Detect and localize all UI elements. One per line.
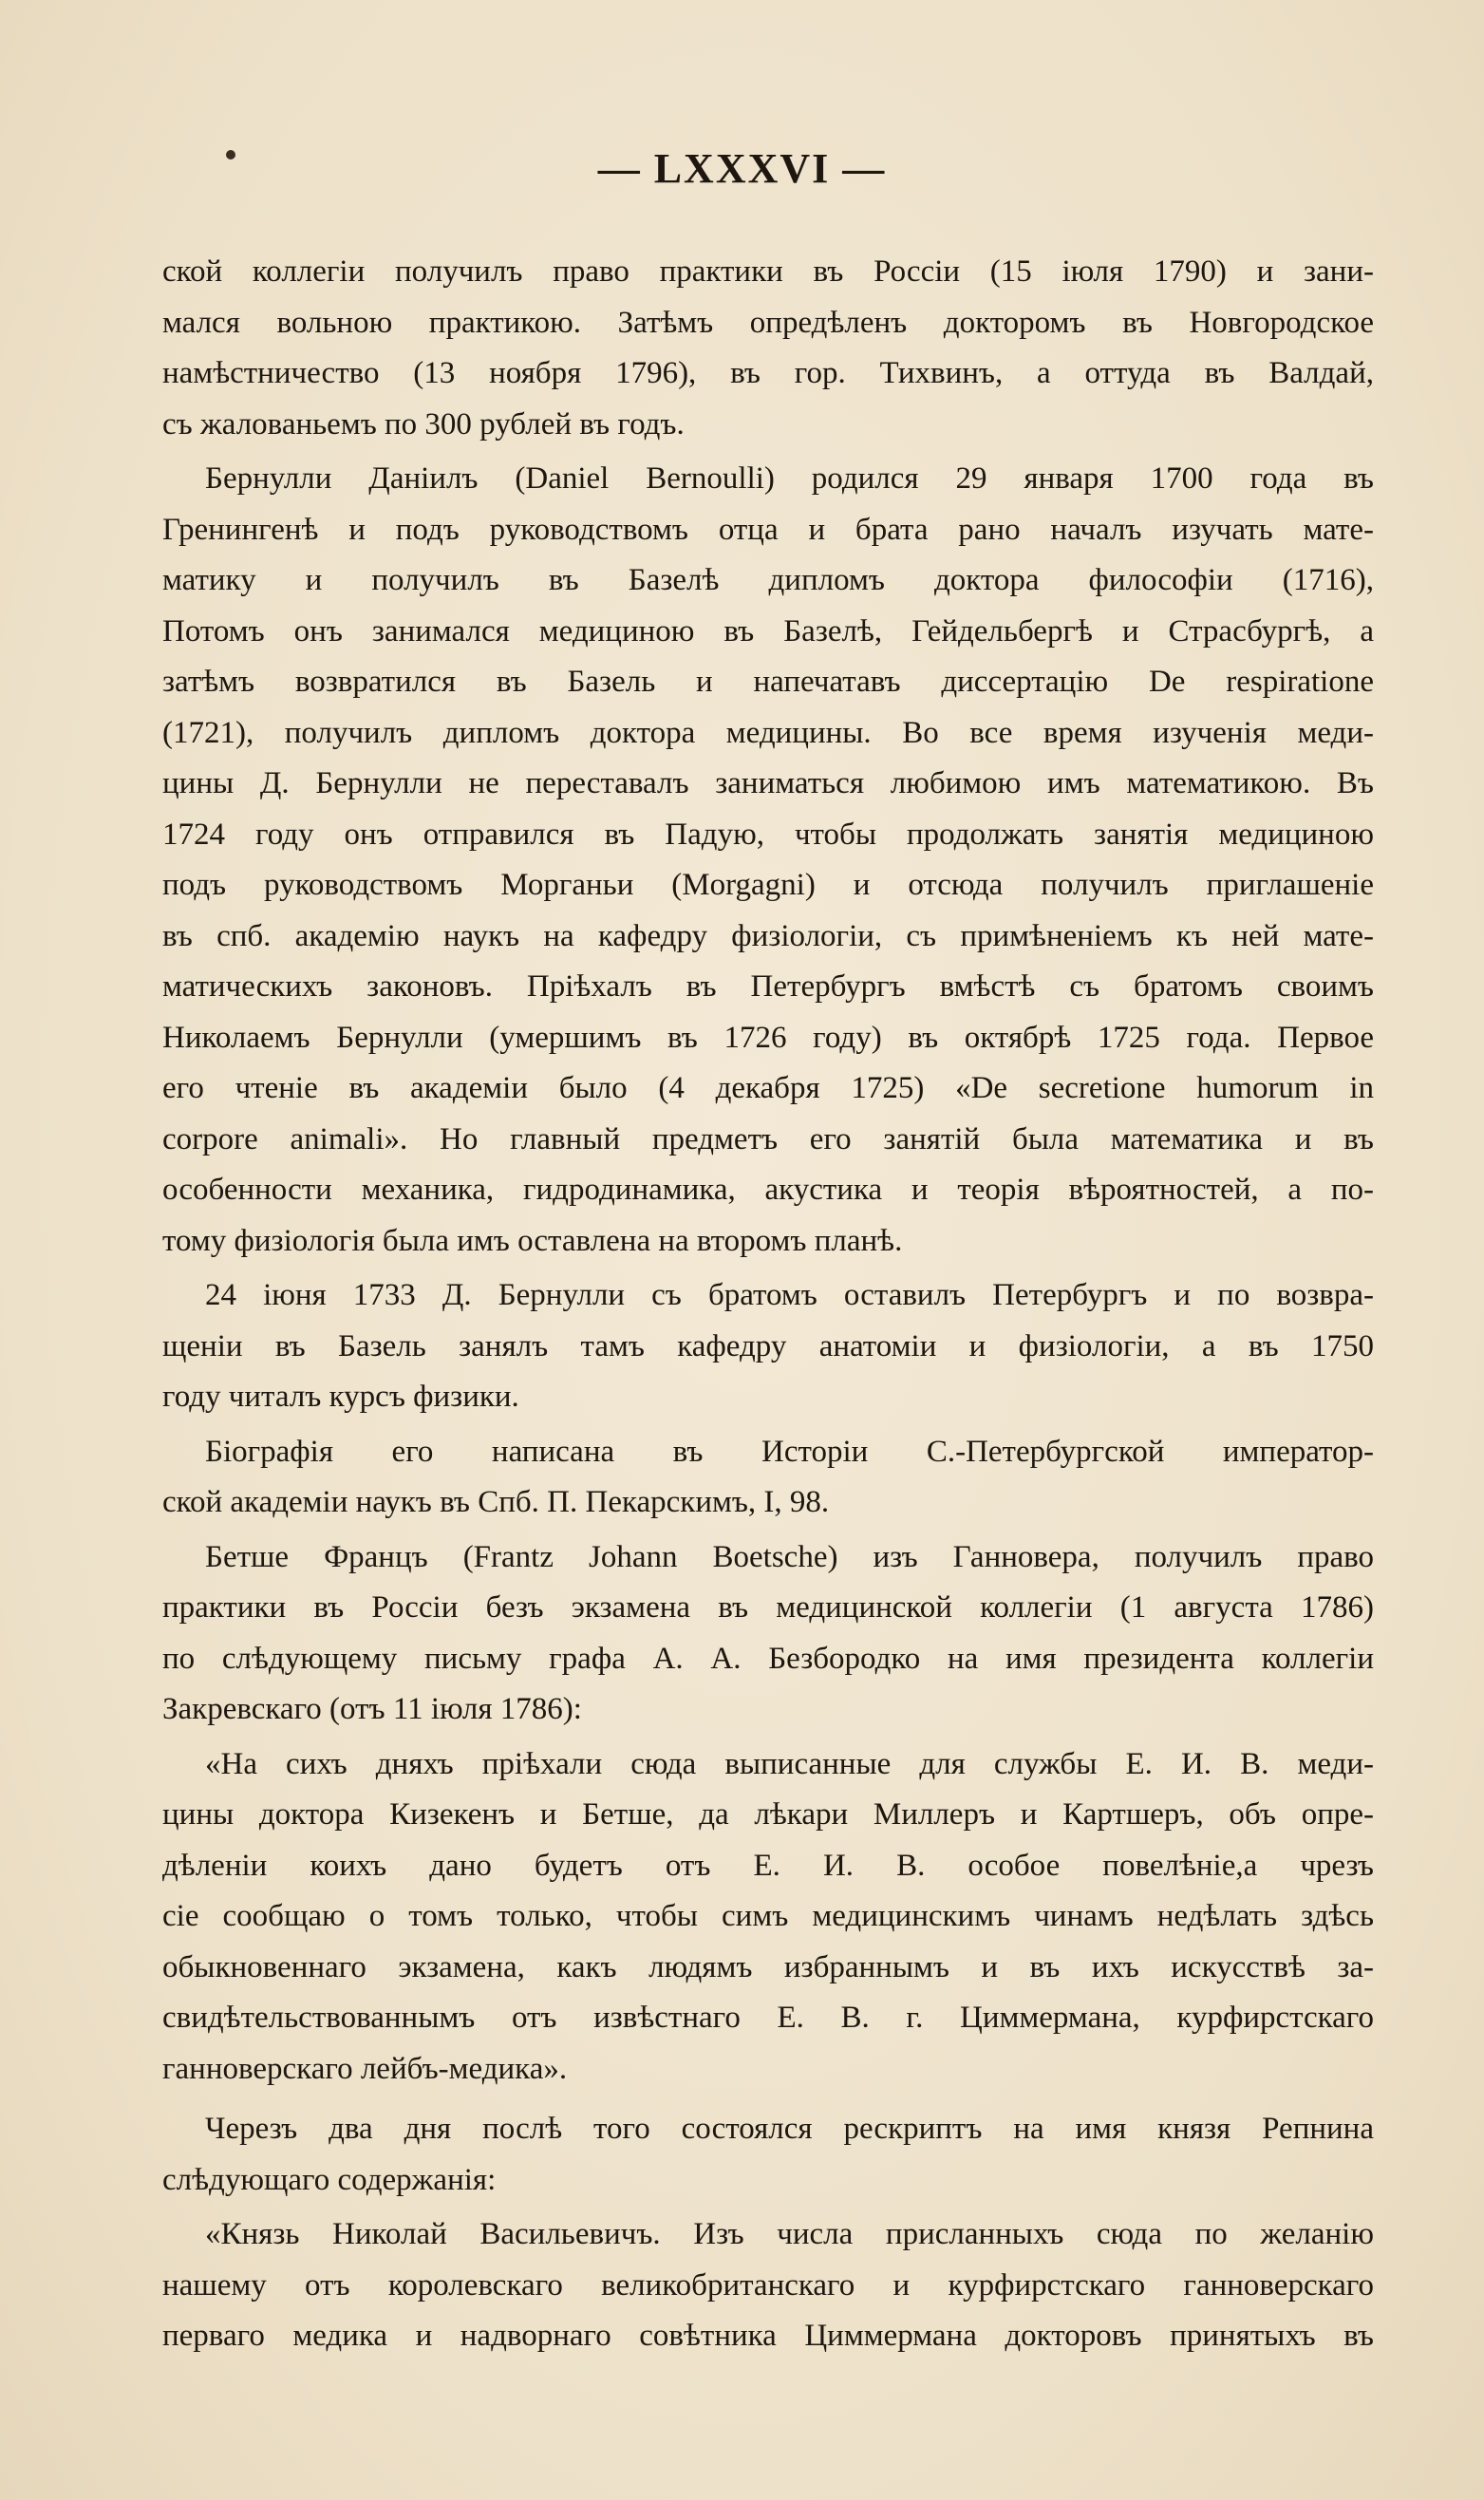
text-line: матику и получилъ въ Базелѣ дипломъ доктора философіи (1716), [162,563,1374,597]
text-line: его чтеніе въ академіи было (4 декабря 1725) «De secretione humorum in [162,1071,1374,1105]
text-line: затѣмъ возвратился въ Базель и напечатавъ диссертацію De respiratione [162,665,1374,699]
paragraph-rescript-intro [162,2104,1374,2206]
text-line: дѣленіи коихъ дано будетъ отъ Е. И. В. особое повелѣніе,а чрезъ [162,1848,1374,1883]
paragraph-continuation [162,247,1374,450]
text-line: «На сихъ дняхъ пріѣхали сюда выписанные для службы Е. И. В. меди- [205,1746,1374,1781]
paragraph-rescript-quote [162,2209,1374,2362]
paragraph-boetsche [162,1532,1374,1736]
text-line: Бернулли Даніилъ (Daniel Bernoulli) родился 29 января 1700 года въ [205,461,1374,496]
text-line: свидѣтельствованнымъ отъ извѣстнаго Е. В. г. Циммермана, курфирстскаго [162,2001,1374,2035]
paragraph-biography-ref [162,1427,1374,1529]
paragraph-bernoulli [162,454,1374,1267]
text-line: «Князь Николай Васильевичъ. Изъ числа присланныхъ сюда по желанію [205,2217,1374,2251]
text-line: подъ руководствомъ Морганьи (Morgagni) и отсюда получилъ приглашеніе [162,868,1374,902]
text-line: 1724 году онъ отправился въ Падую, чтобы продолжать занятія медициною [162,817,1374,852]
text-line: (1721), получилъ дипломъ доктора медицины. Во все время изученія меди- [162,715,1374,750]
text-line: перваго медика и надворнаго совѣтника Циммермана докторовъ принятыхъ въ [162,2319,1374,2353]
text-line: ской коллегіи получилъ право практики въ Россіи (15 іюля 1790) и зани- [162,254,1374,289]
text-line: ганноверскаго лейбъ-медика». [162,2051,568,2086]
text-line: матическихъ законовъ. Пріѣхалъ въ Петербургъ вмѣстѣ съ братомъ своимъ [162,969,1374,1004]
text-line: практики въ Россіи безъ экзамена въ медицинской коллегіи (1 августа 1786) [162,1590,1374,1625]
text-line: намѣстничество (13 ноября 1796), въ гор. Тихвинъ, а оттуда въ Валдай, [162,356,1374,390]
text-line: Біографія его написана въ Исторіи С.-Петербургской император- [205,1434,1374,1469]
text-line: сіе сообщаю о томъ только, чтобы симъ медицинскимъ чинамъ недѣлать здѣсь [162,1899,1374,1933]
text-line: въ спб. академію наукъ на кафедру физіологіи, съ примѣненіемъ къ ней мате- [162,918,1374,953]
text-line: тому физіологія была имъ оставлена на второмъ планѣ. [162,1223,903,1258]
text-line: Потомъ онъ занимался медициною въ Базелѣ, Гейдельбергѣ и Страсбургѣ, а [162,613,1374,648]
text-line: Гренингенѣ и подъ руководствомъ отца и брата рано началъ изучать мате- [162,512,1374,547]
text-line: corpore animali». Но главный предметъ его занятій была математика и въ [162,1121,1374,1156]
page-number: — LXXXVI — [597,145,887,192]
text-line: Закревскаго (отъ 11 іюля 1786): [162,1692,582,1726]
text-line: слѣдующаго содержанія: [162,2162,497,2197]
text-line: нашему отъ королевскаго великобританскаго и курфирстскаго ганноверскаго [162,2267,1374,2303]
body-text [162,247,1374,2366]
text-line: обыкновеннаго экзамена, какъ людямъ избраннымъ и въ ихъ искусствѣ за- [162,1949,1374,1984]
text-line: цины доктора Кизекенъ и Бетше, да лѣкари Миллеръ и Картшеръ, объ опре- [162,1797,1374,1832]
text-line: по слѣдующему письму графа А. А. Безбородко на имя президента коллегіи [162,1641,1374,1676]
text-line: мался вольною практикою. Затѣмъ опредѣленъ докторомъ въ Новгородское [162,305,1374,340]
text-line: ской академіи наукъ въ Спб. П. Пекарскимъ, I, 98. [162,1485,830,1519]
text-line: цины Д. Бернулли не переставалъ заниматься любимою имъ математикою. Въ [162,766,1374,800]
paragraph-departure [162,1270,1374,1423]
text-line: году читалъ курсъ физики. [162,1380,519,1414]
text-line: съ жалованьемъ по 300 рублей въ годъ. [162,406,685,442]
text-line: Николаемъ Бернулли (умершимъ въ 1726 году) въ октябрѣ 1725 года. Первое [162,1020,1374,1055]
text-line: Черезъ два дня послѣ того состоялся рескриптъ на имя князя Репнина [205,2112,1374,2146]
text-line: 24 іюня 1733 Д. Бернулли съ братомъ оставилъ Петербургъ и по возвра- [205,1278,1374,1312]
text-line: Бетше Францъ (Frantz Johann Boetsche) изъ Ганновера, получилъ право [205,1539,1374,1574]
text-line: особенности механика, гидродинамика, акустика и теорія вѣроятностей, а по- [162,1173,1374,1207]
paragraph-letter-quote [162,1739,1374,2096]
text-line: щеніи въ Базель занялъ тамъ кафедру анатоміи и физіологіи, а въ 1750 [162,1328,1374,1363]
